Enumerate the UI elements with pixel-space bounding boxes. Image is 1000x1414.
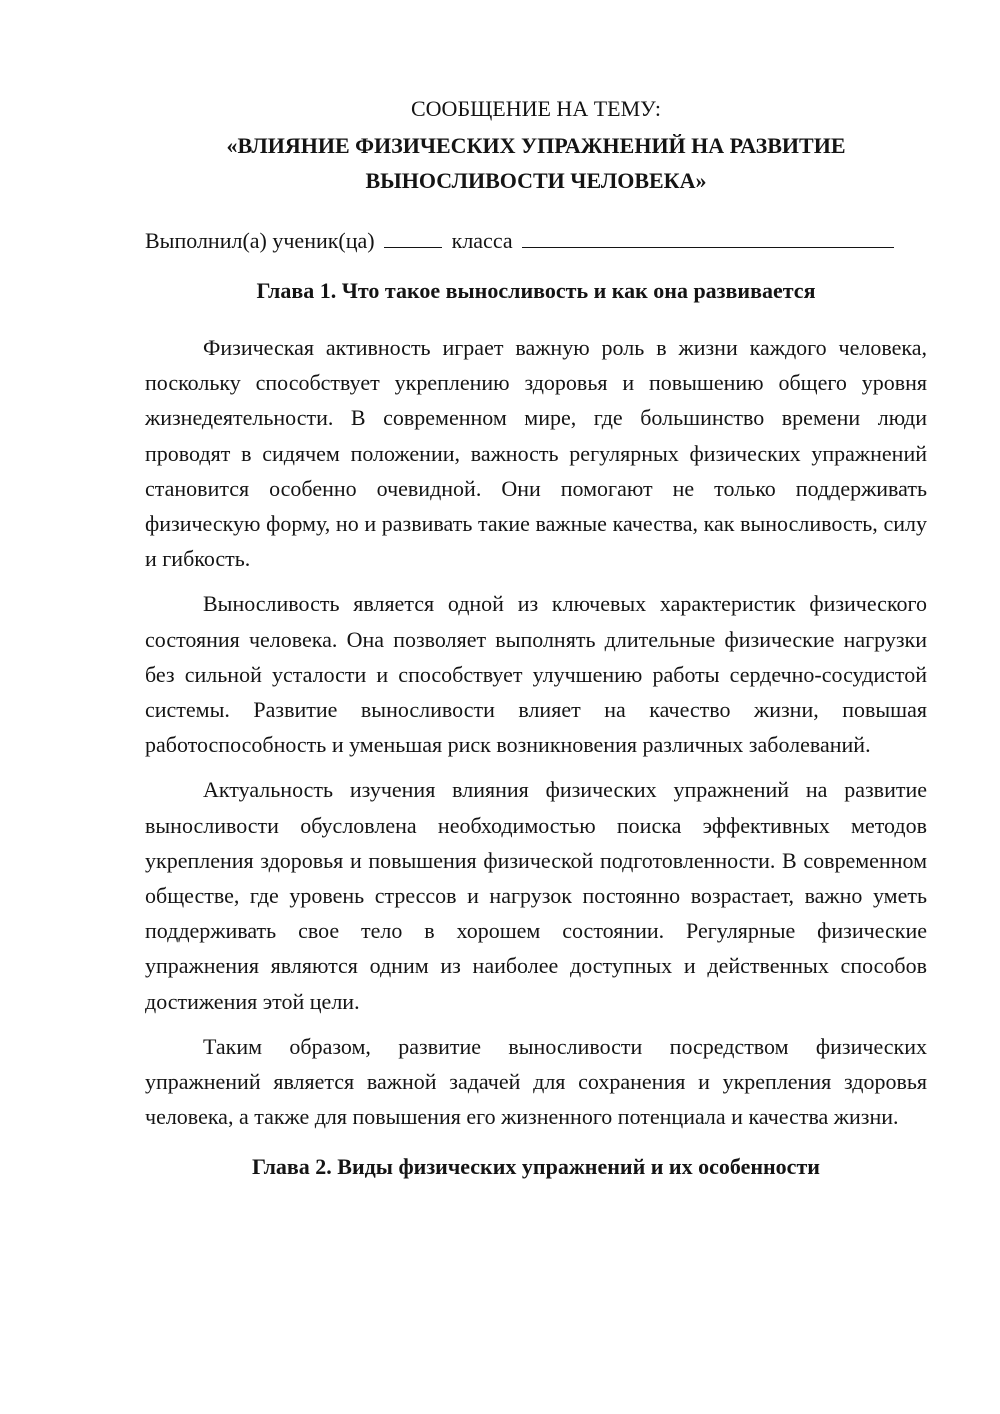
author-line [145, 224, 927, 258]
paragraph: Выносливость является одной из ключевых характеристик физического состояния человека. Она позволяет выполнять длительные физические нагрузки без сильной усталости и способствует улучшению работы сердечно-сосудистой системы. Развитие выносливости влияет на качество жизни, повышая работоспособность и уменьшая риск возникновения различных заболеваний. [145, 591, 927, 758]
paragraph: Актуальность изучения влияния физических упражнений на развитие выносливости обусловлена необходимостью поиска эффективных методов укрепления здоровья и повышения физической подготовленности. В современном обществе, где уровень стрессов и нагрузок постоянно возрастает, важно уметь поддерживать свое тело в хорошем состоянии. Регулярные физические упражнения являются одним из наиболее доступных и действенных способов достижения этой цели. [145, 777, 927, 1014]
class-label: класса [451, 228, 513, 253]
class-number-blank [384, 227, 442, 248]
chapter-1-body [145, 330, 927, 1134]
student-name-blank [522, 227, 894, 248]
title-line-2: ВЫНОСЛИВОСТИ ЧЕЛОВЕКА» [365, 168, 707, 193]
title-line-1: «ВЛИЯНИЕ ФИЗИЧЕСКИХ УПРАЖНЕНИЙ НА РАЗВИТИЕ [226, 133, 846, 158]
paragraph: Таким образом, развитие выносливости посредством физических упражнений является важной задачей для сохранения и укрепления здоровья человека, а также для повышения его жизненного потенциала и качества жизни. [145, 1033, 927, 1130]
chapter-2-heading: Глава 2. Виды физических упражнений и их особенности [252, 1154, 820, 1180]
document-title [145, 128, 927, 198]
chapter-1-heading: Глава 1. Что такое выносливость и как она развивается [256, 278, 816, 303]
author-label: Выполнил(а) ученик(ца) [145, 228, 375, 253]
document-page [145, 92, 927, 1184]
paragraph: Физическая активность играет важную роль в жизни каждого человека, поскольку способствует укреплению здоровья и повышению общего уровня жизнедеятельности. В современном мире, где большинство времени люди проводят в сидячем положении, важность регулярных физических упражнений становится особенно очевидной. Они помогают не только поддерживать физическую форму, но и развивать такие важные качества, как выносливость, силу и гибкость. [145, 335, 927, 572]
document-header: СООБЩЕНИЕ НА ТЕМУ: [411, 96, 661, 121]
